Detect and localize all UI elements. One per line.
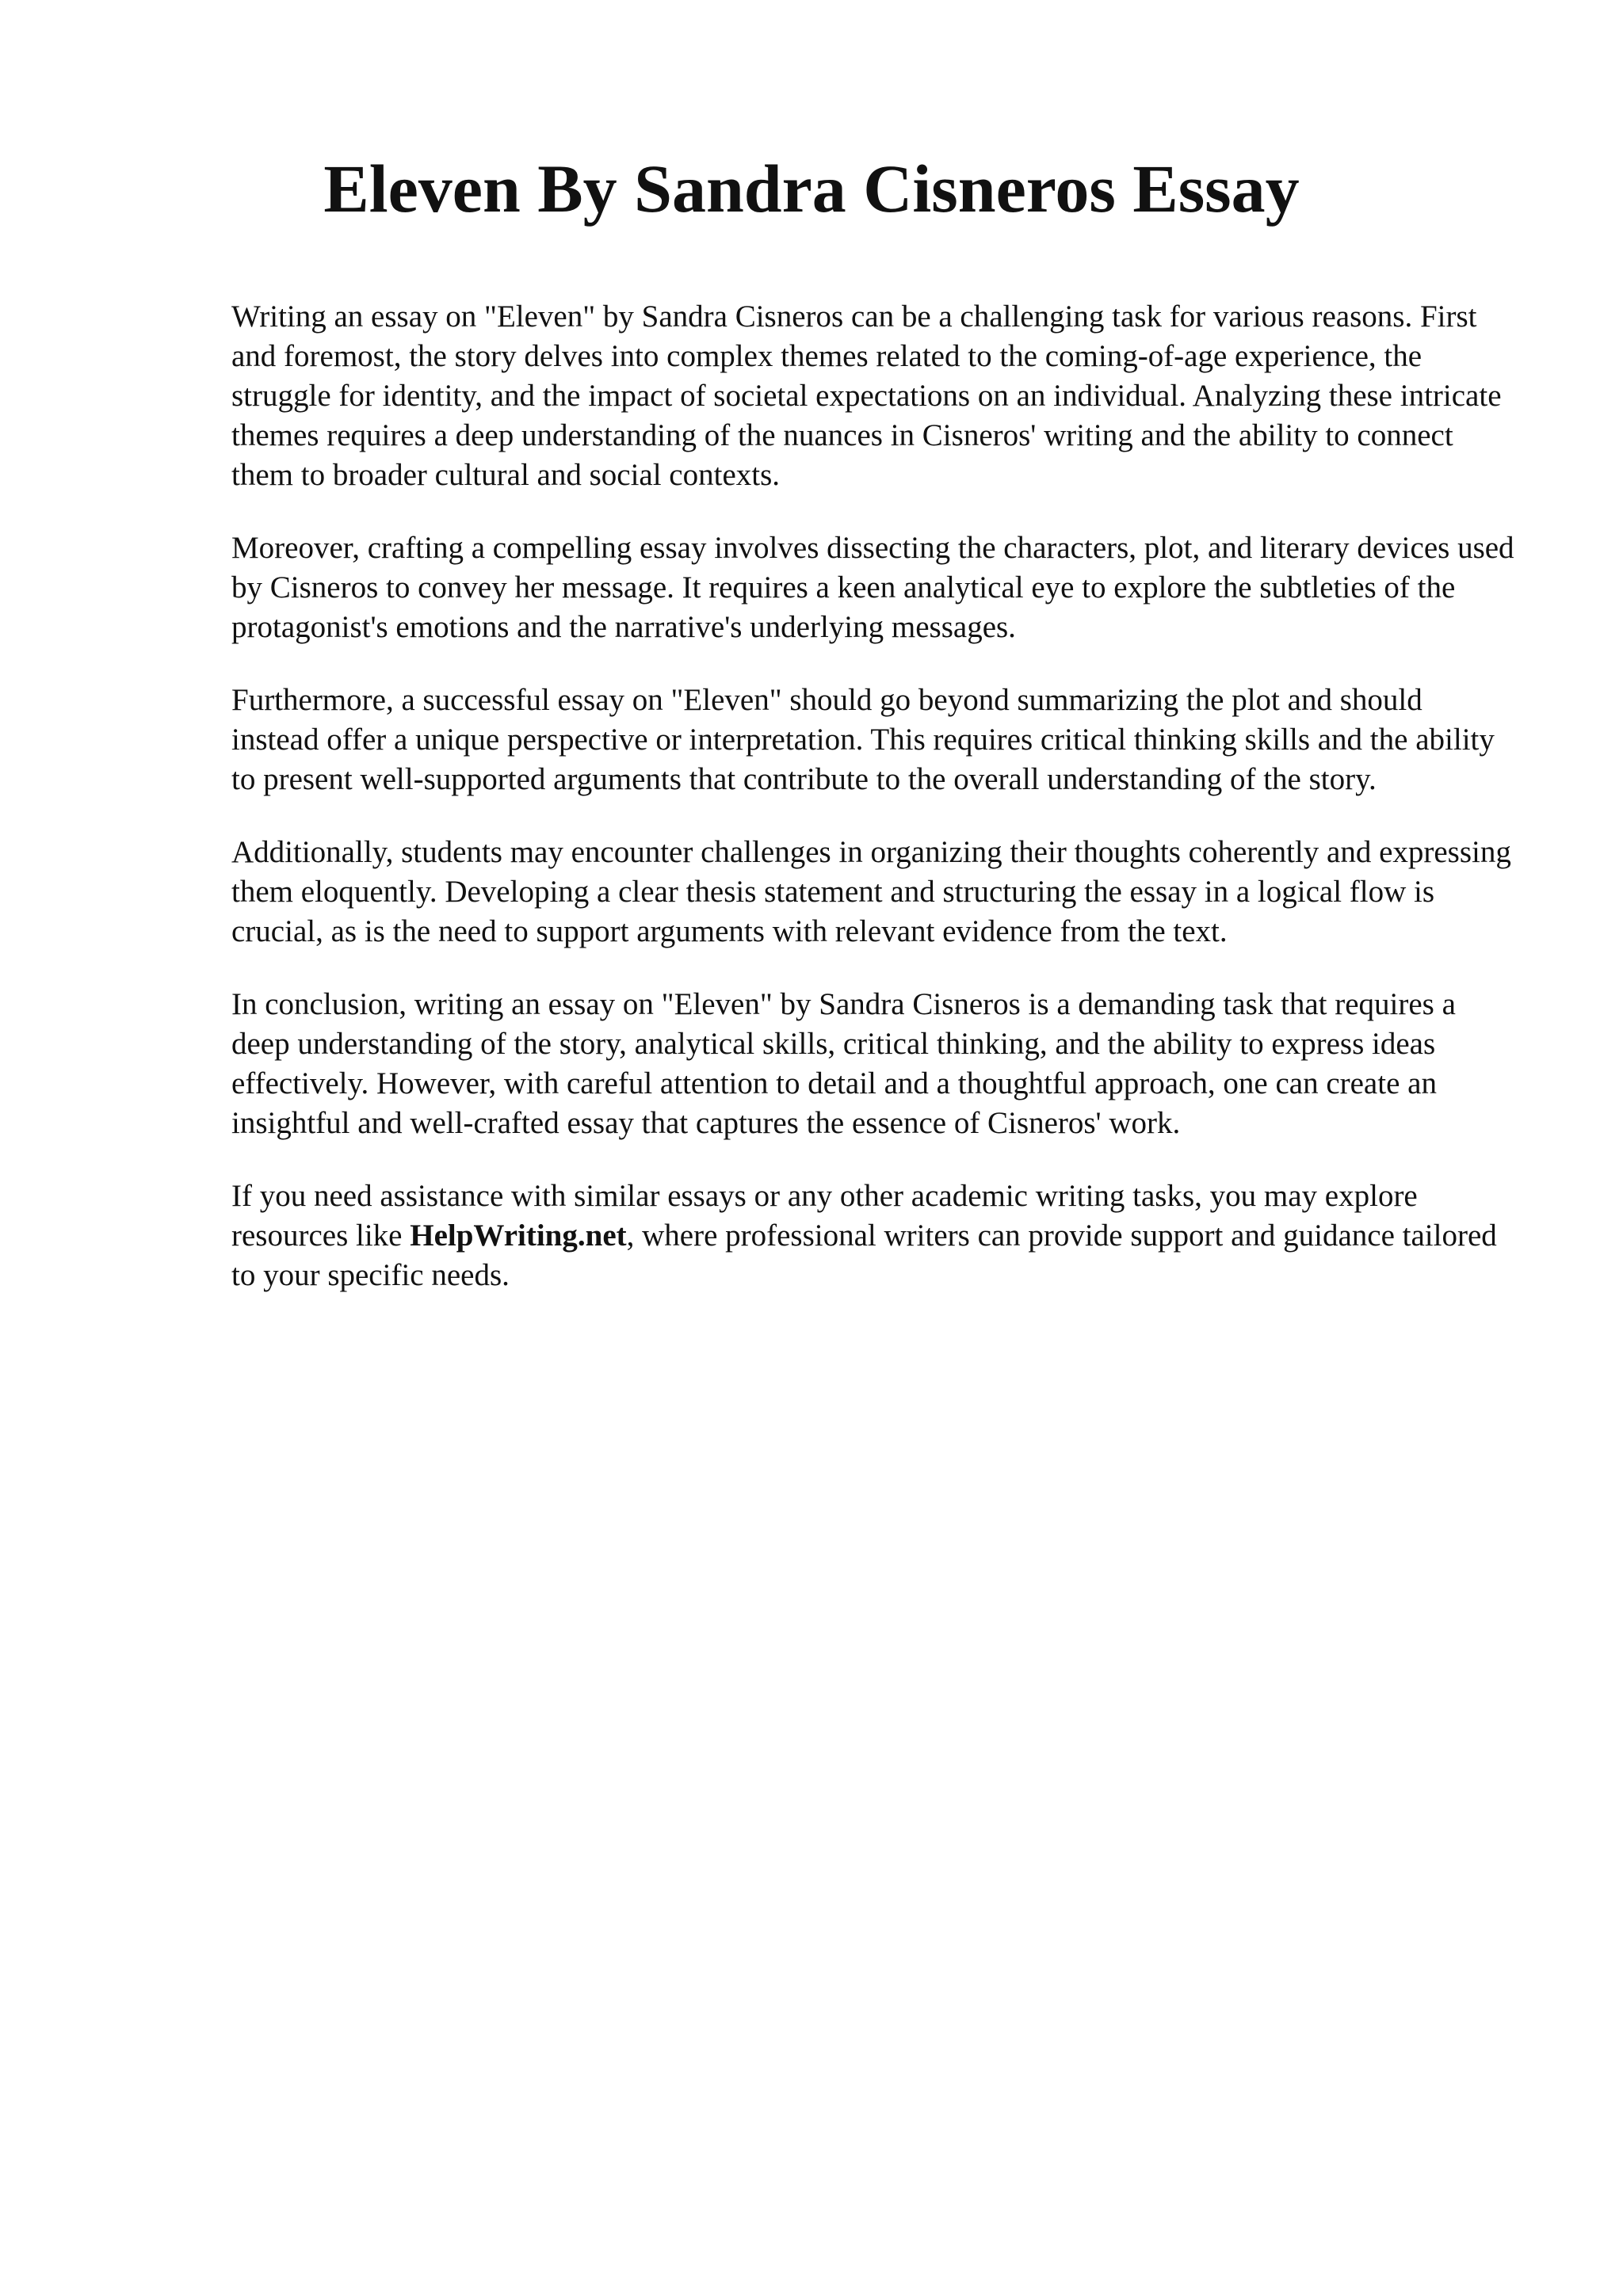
paragraph-2: Moreover, crafting a compelling essay involves dissecting the characters, plot, and literary devices used by Cisneros to convey her message. It requires a keen analytical eye to explore the subtleties of the protagonist's emotions and the narrative's underlying messages.: [231, 531, 1514, 644]
paragraph-5: In conclusion, writing an essay on "Eleven" by Sandra Cisneros is a demanding task that requires a deep understanding of the story, analytical skills, critical thinking, and the ability to express ideas effectively. However, with careful attention to detail and a thoughtful approach, one can create an insightful and well-crafted essay that captures the essence of Cisneros' work.: [231, 987, 1456, 1140]
paragraph-3: Furthermore, a successful essay on "Eleven" should go beyond summarizing the plot and should instead offer a unique perspective or interpretation. This requires critical thinking skills and the ability to present well-supported arguments that contribute to the overall understanding of the story.: [231, 683, 1495, 796]
paragraph-4: Additionally, students may encounter challenges in organizing their thoughts coherently and expressing them eloquently. Developing a clear thesis statement and structuring the essay in a logical flow is crucial, as is the need to support arguments with relevant evidence from the text.: [231, 835, 1511, 948]
page-title: Eleven By Sandra Cisneros Essay: [323, 151, 1300, 227]
helpwriting-link[interactable]: HelpWriting.net: [410, 1219, 627, 1253]
closing-paragraph: [231, 1177, 1515, 1295]
paragraph-1: Writing an essay on "Eleven" by Sandra Cisneros can be a challenging task for various reasons. First and foremost, the story delves into complex themes related to the coming-of-age experience, the struggle for identity, and the impact of societal expectations on an individual. Analyzing these intricate themes requires a deep understanding of the nuances in Cisneros' writing and the ability to connect them to broader cultural and social contexts.: [231, 299, 1502, 492]
closing-text-after: , where professional writers can provide support and guidance tailored to your specific needs.: [231, 1219, 1497, 1292]
closing-text-before: If you need assistance with similar essays or any other academic writing tasks, you may explore resources like: [231, 1179, 1418, 1253]
essay-body: [231, 297, 1515, 1329]
